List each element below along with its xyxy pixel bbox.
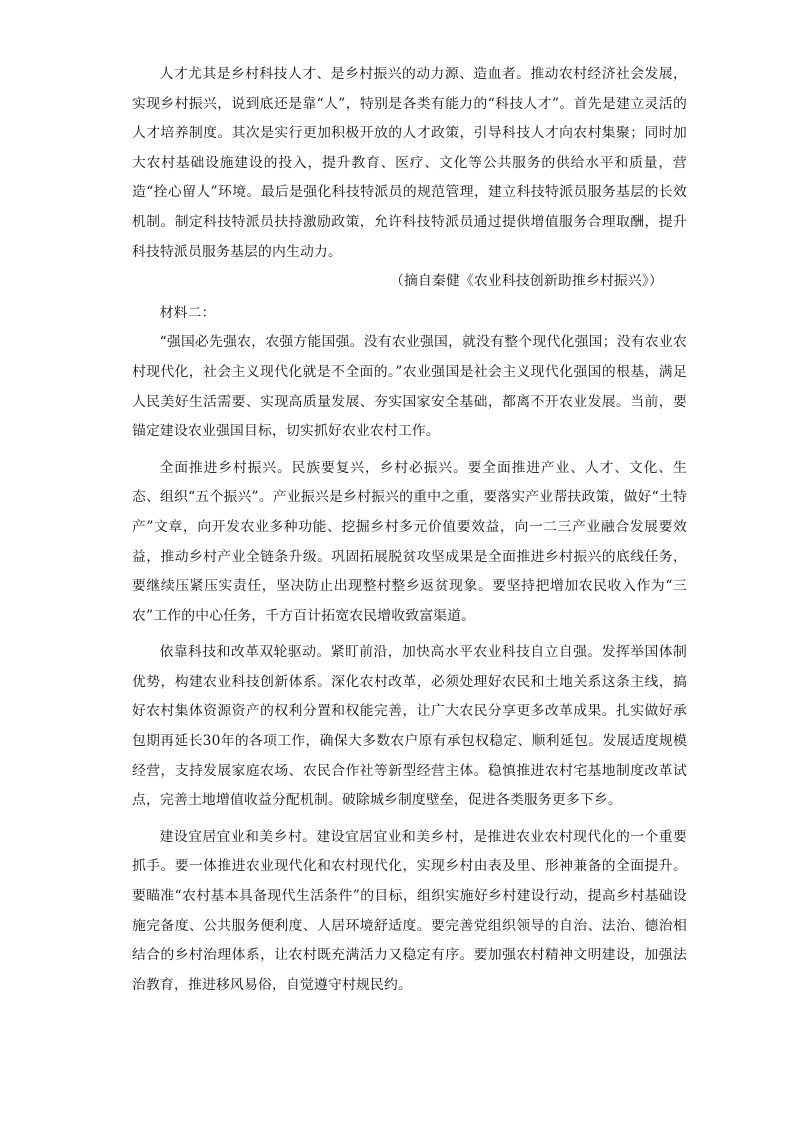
material-2-label: 材料二： bbox=[159, 304, 216, 321]
paragraph-livable-villages: 建设宜居宜业和美乡村。建设宜居宜业和美乡村，是推进农业农村现代化的一个重要抓手。要一体推进农业现代化和农村现代化，实现乡村由表及里、形神兼备的全面提升。要瞄准“农村基本具备现代生活条件”的目标，组织实施好乡村建设行动，提高乡村基础设施完备度、公共服务便利度、人居环境舒适度。要完善党组织领导的自治、法治、德治相结合的乡村治理体系，让农村既充满活力又稳定有序。要加强农村精神文明建设，加强法治教育，推进移风易俗，自觉遵守村规民约。 bbox=[132, 828, 687, 993]
source-citation: （摘自秦健《农业科技创新助推乡村振兴》） bbox=[389, 273, 663, 290]
paragraph-technology-reform: 依靠科技和改革双轮驱动。紧盯前沿，加快高水平农业科技自立自强。发挥举国体制优势，构建农业科技创新体系。深化农村改革，必须处理好农民和土地关系这条主线，搞好农村集体资源资产的权利分置和权能完善，让广大农民分享更多改革成果。扎实做好承包期再延长30年的各项工作，确保大多数农户原有承包权稳定、顺利延包。发展适度规模经营，支持发展家庭农场、农民合作社等新型经营主体。稳慎推进农村宅基地制度改革试点，完善土地增值收益分配机制。破除城乡制度壁垒，促进各类服务更多下乡。 bbox=[132, 644, 687, 809]
paragraph-agriculture-power: “强国必先强农，农强方能国强。没有农业强国，就没有整个现代化强国；没有农业农村现代化，社会主义现代化就是不全面的。”农业强国是社会主义现代化强国的根基，满足人民美好生活需要、实现高质量发展、夯实国家安全基础，都离不开农业发展。当前，要锚定建设农业强国目标，切实抓好农业农村工作。 bbox=[132, 334, 687, 440]
paragraph-talent: 人才尤其是乡村科技人才、是乡村振兴的动力源、造血者。推动农村经济社会发展，实现乡村振兴，说到底还是靠“人”，特别是各类有能力的“科技人才”。首先是建立灵活的人才培养制度。其次是实行更加积极开放的人才政策，引导科技人才向农村集聚；同时加大农村基础设施建设的投入，提升教育、医疗、文化等公共服务的供给水平和质量，营造“拴心留人”环境。最后是强化科技特派员的规范管理，建立科技特派员服务基层的长效机制。制定科技特派员扶持激励政策，允许科技特派员通过提供增值服务合理取酬，提升科技特派员服务基层的内生动力。 bbox=[132, 66, 687, 260]
document-body bbox=[132, 60, 687, 1000]
paragraph-rural-revitalization: 全面推进乡村振兴。民族要复兴，乡村必振兴。要全面推进产业、人才、文化、生态、组织“五个振兴”。产业振兴是乡村振兴的重中之重，要落实产业帮扶政策，做好“土特产”文章，向开发农业多种功能、挖掘乡村多元价值要效益，向一二三产业融合发展要效益，推动乡村产业全链条升级。巩固拓展脱贫攻坚成果是全面推进乡村振兴的底线任务，要继续压紧压实责任，坚决防止出现整村整乡返贫现象。要坚持把增加农民收入作为“三农”工作的中心任务，千方百计拓宽农民增收致富渠道。 bbox=[132, 459, 687, 624]
